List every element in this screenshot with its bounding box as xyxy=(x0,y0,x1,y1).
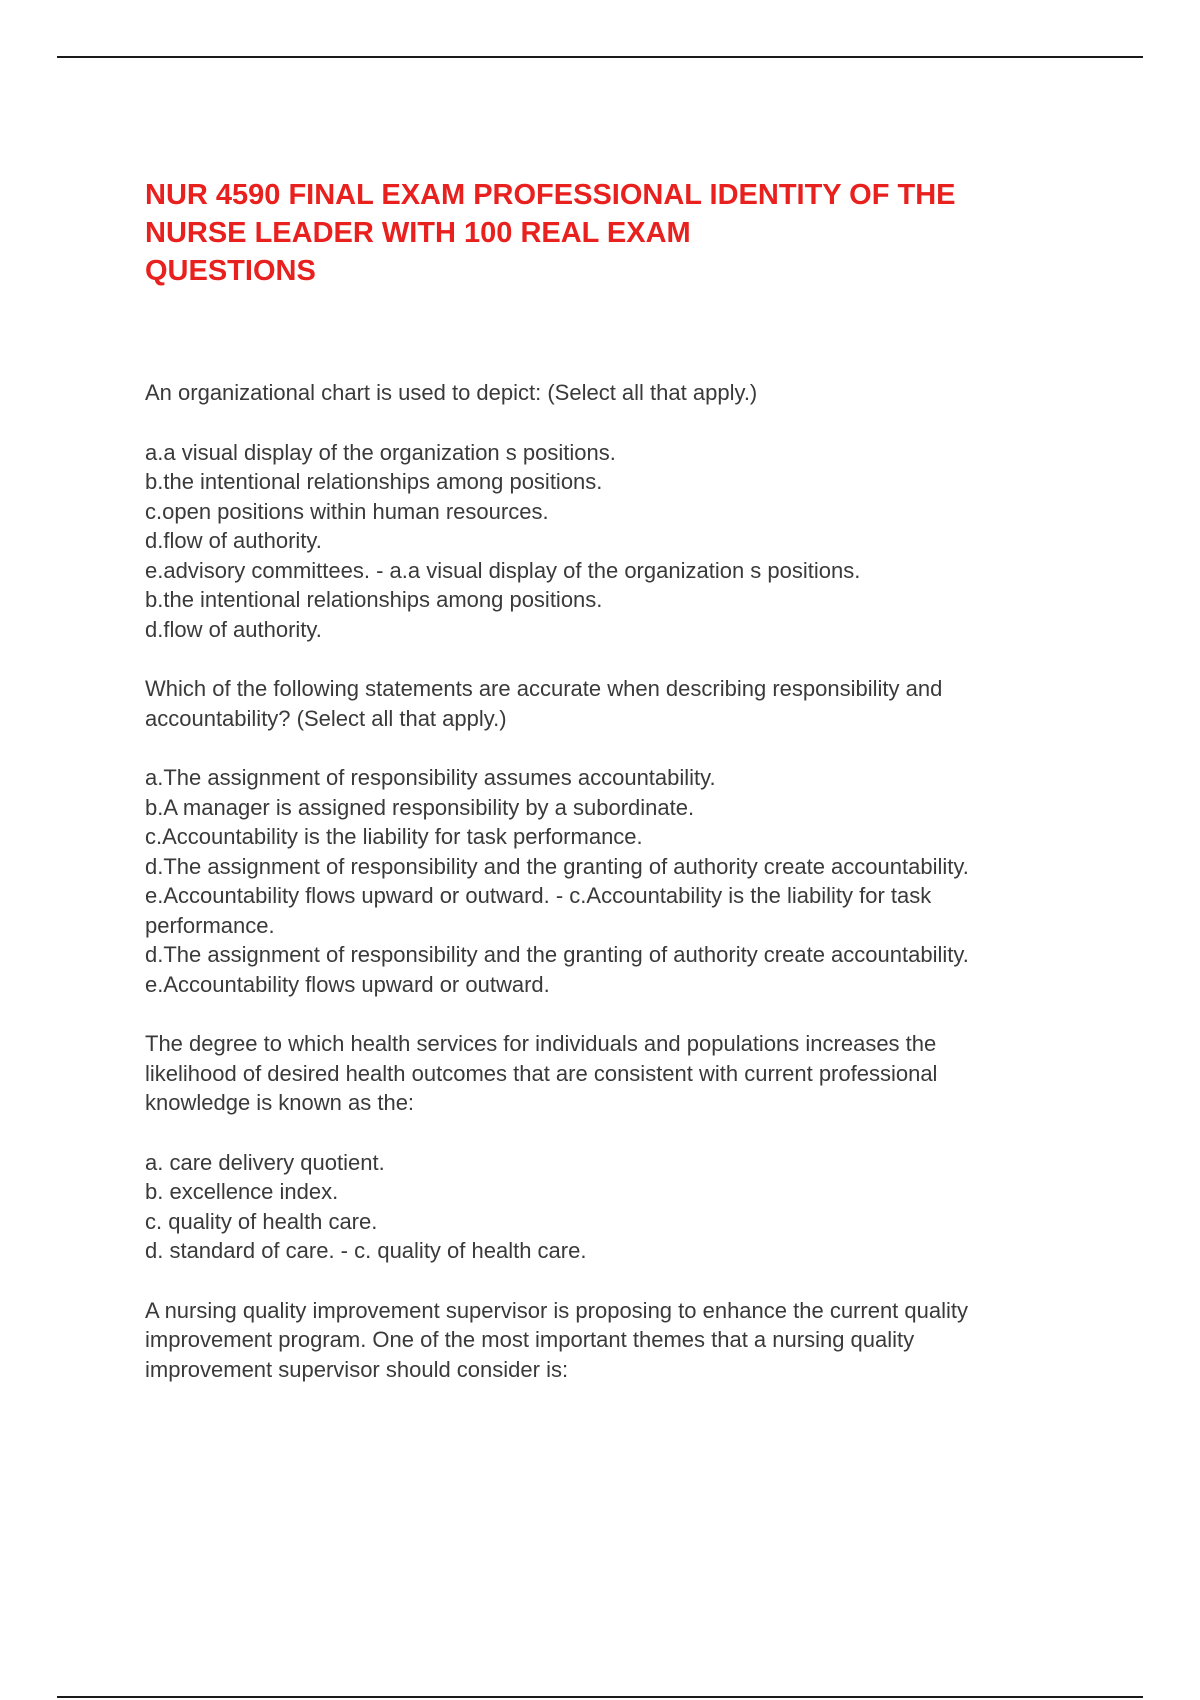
answer-line: d.flow of authority. xyxy=(145,528,322,553)
answer-line: d.The assignment of responsibility and the granting of authority create accountability. xyxy=(145,853,969,879)
question-stem xyxy=(145,1296,1075,1385)
answer-line: performance. xyxy=(145,912,275,938)
answer-options xyxy=(145,763,1075,999)
title-line: NUR 4590 FINAL EXAM PROFESSIONAL IDENTITY OF THE xyxy=(145,179,956,211)
answer-line: d.flow of authority. xyxy=(145,616,322,642)
question-stem xyxy=(145,1029,1075,1118)
answer-line: e.Accountability flows upward or outward. - c.Accountability is the liability for task xyxy=(145,883,932,908)
answer-line: a.a visual display of the organization s positions. xyxy=(145,439,616,465)
question-stem-line: Which of the following statements are accurate when describing responsibility and xyxy=(145,676,943,701)
answer-line: a. care delivery quotient. xyxy=(145,1149,385,1175)
question-stem-line: A nursing quality improvement supervisor is proposing to enhance the current quality xyxy=(145,1297,969,1323)
question-stem-line: improvement program. One of the most important themes that a nursing quality xyxy=(145,1327,915,1352)
answer-options xyxy=(145,1148,1075,1266)
question-block xyxy=(145,378,1075,644)
question-block xyxy=(145,1296,1075,1385)
question-block xyxy=(145,1029,1075,1266)
title-line: QUESTIONS xyxy=(145,255,316,287)
answer-line: e.advisory committees. - a.a visual display of the organization s positions. xyxy=(145,557,861,583)
answer-line: a.The assignment of responsibility assumes accountability. xyxy=(145,765,716,790)
question-stem-line: knowledge is known as the: xyxy=(145,1090,415,1115)
bottom-divider xyxy=(57,1696,1143,1698)
top-divider xyxy=(57,56,1143,58)
question-stem xyxy=(145,378,1075,408)
answer-line: b.the intentional relationships among positions. xyxy=(145,587,603,612)
answer-line: d.The assignment of responsibility and the granting of authority create accountability. xyxy=(145,942,969,967)
question-block xyxy=(145,674,1075,999)
answer-options xyxy=(145,438,1075,645)
answer-line: c.open positions within human resources. xyxy=(145,498,549,524)
answer-line: b. excellence index. xyxy=(145,1179,339,1204)
answer-line: c.Accountability is the liability for task performance. xyxy=(145,824,643,849)
document-title xyxy=(145,176,1045,290)
question-stem-line: An organizational chart is used to depict: (Select all that apply.) xyxy=(145,380,758,405)
question-stem xyxy=(145,674,1075,733)
answer-line: c. quality of health care. xyxy=(145,1208,378,1234)
question-stem-line: The degree to which health services for individuals and populations increases the xyxy=(145,1031,937,1056)
answer-line: e.Accountability flows upward or outward. xyxy=(145,971,550,997)
answer-line: b.the intentional relationships among positions. xyxy=(145,469,603,494)
question-list xyxy=(145,378,1075,1384)
question-stem-line: accountability? (Select all that apply.) xyxy=(145,705,507,731)
question-stem-line: improvement supervisor should consider is: xyxy=(145,1356,569,1382)
answer-line: d. standard of care. - c. quality of health care. xyxy=(145,1238,587,1263)
title-line: NURSE LEADER WITH 100 REAL EXAM xyxy=(145,217,691,249)
question-stem-line: likelihood of desired health outcomes that are consistent with current professional xyxy=(145,1060,938,1086)
answer-line: b.A manager is assigned responsibility by a subordinate. xyxy=(145,794,695,820)
